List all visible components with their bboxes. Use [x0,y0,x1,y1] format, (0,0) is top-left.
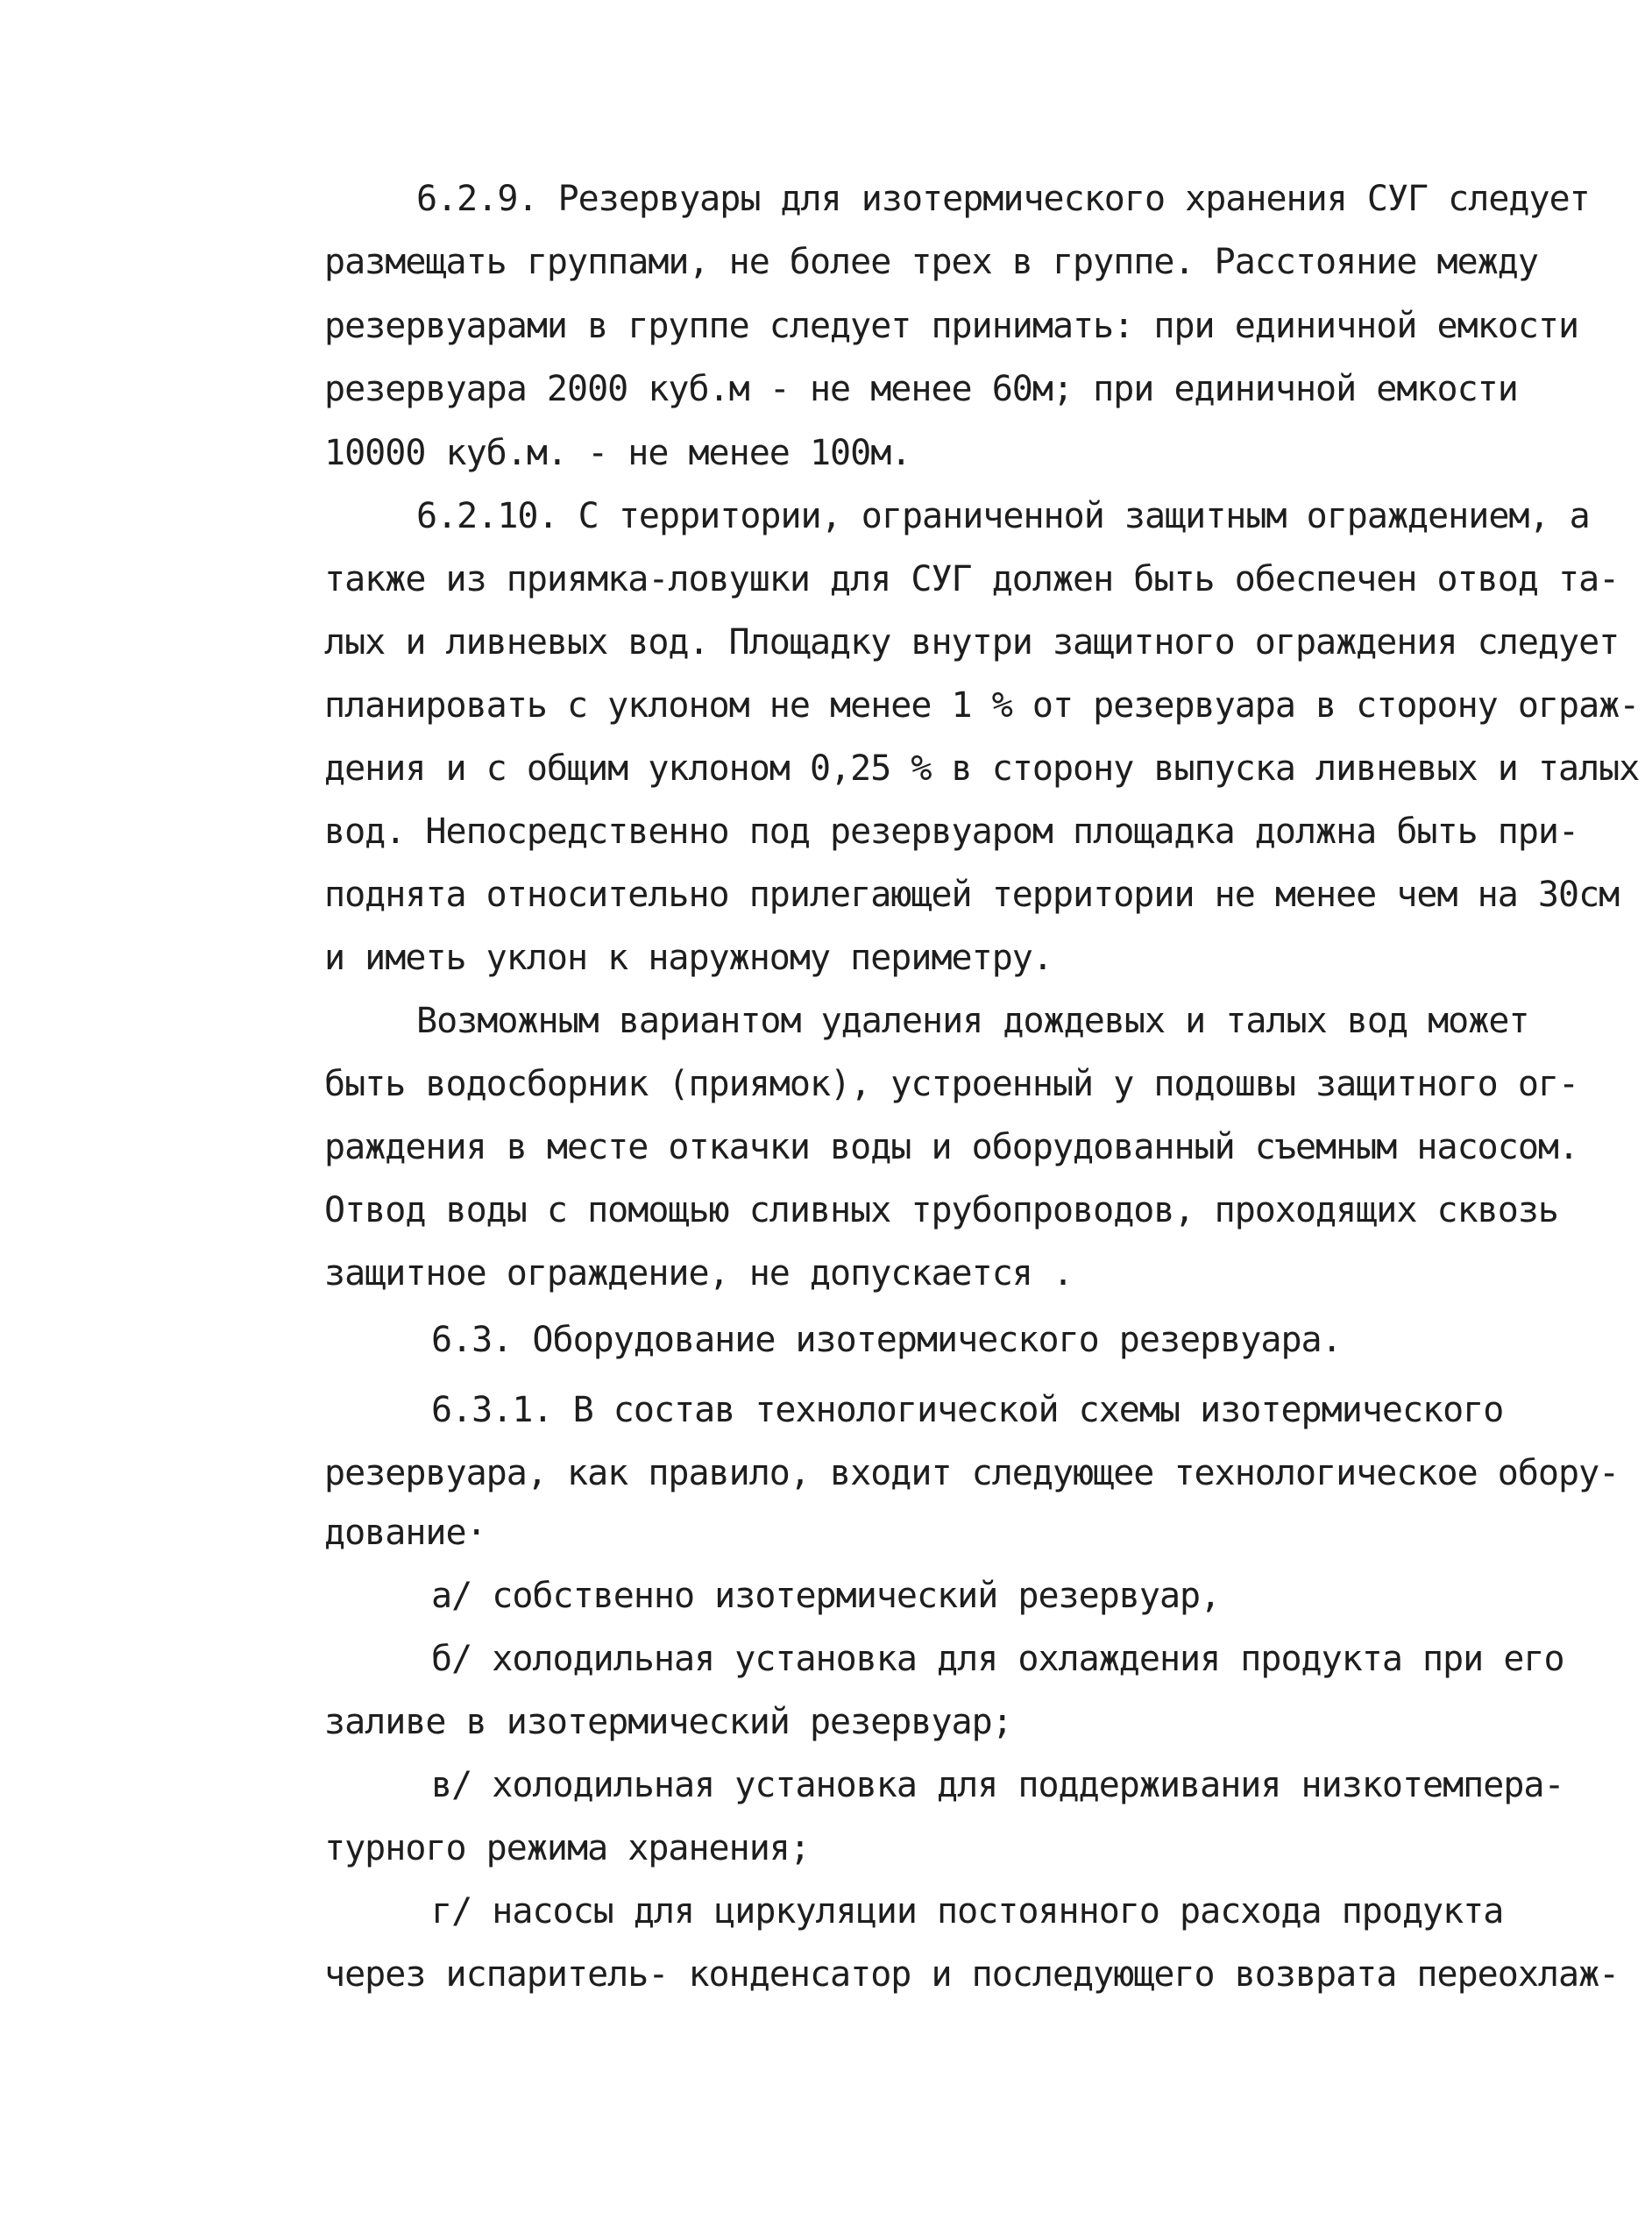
text-line: 6.2.10. С территории, ограниченной защитным ограждением, а [416,496,1590,536]
section-heading: 6.3. Оборудование изотермического резервуара. [431,1320,1342,1360]
text-line: резервуарами в группе следует принимать: при единичной емкости [324,306,1579,346]
text-line: турного режима хранения; [324,1828,810,1868]
text-line: 6.3.1. В состав технологической схемы изотермического [431,1390,1504,1430]
text-line: также из приямка-ловушки для СУГ должен быть обеспечен отвод та- [324,559,1620,599]
text-line: и иметь уклон к наружному периметру. [324,938,1053,978]
list-item: а/ собственно изотермический резервуар, [431,1576,1221,1616]
text-line: планировать с уклоном не менее 1 % от резервуара в сторону ограж- [324,685,1640,726]
list-item: б/ холодильная установка для охлаждения продукта при его [431,1639,1564,1679]
text-line: поднята относительно прилегающей территории не менее чем на 30см [324,875,1620,915]
text-line: защитное ограждение, не допускается . [324,1253,1074,1294]
text-line: 10000 куб.м. - не менее 100м. [324,433,911,473]
text-line: Отвод воды с помощью сливных трубопроводов, проходящих сквозь [324,1190,1559,1230]
text-line: резервуара 2000 куб.м - не менее 60м; при единичной емкости [324,369,1518,409]
text-line: быть водосборник (приямок), устроенный у подошвы защитного ог- [324,1064,1579,1104]
text-line: резервуара, как правило, входит следующее технологическое обору- [324,1453,1620,1493]
text-line: Возможным вариантом удаления дождевых и талых вод может [416,1001,1529,1041]
text-line: лых и ливневых вод. Площадку внутри защитного ограждения следует [324,622,1620,663]
text-line: дование· [324,1513,486,1553]
list-item: г/ насосы для циркуляции постоянного расхода продукта [431,1891,1504,1932]
text-line: раждения в месте откачки воды и оборудованный съемным насосом. [324,1127,1579,1167]
text-line: через испаритель- конденсатор и последующего возврата переохлаж- [324,1954,1620,1995]
text-line: вод. Непосредственно под резервуаром площадка должна быть при- [324,812,1579,852]
text-line: 6.2.9. Резервуары для изотермического хранения СУГ следует [416,179,1590,219]
text-line: дения и с общим уклоном 0,25 % в сторону выпуска ливневых и талых [324,748,1640,789]
text-line: размещать группами, не более трех в группе. Расстояние между [324,242,1538,282]
text-line: заливе в изотермический резервуар; [324,1702,1012,1742]
list-item: в/ холодильная установка для поддерживания низкотемпера- [431,1765,1564,1805]
